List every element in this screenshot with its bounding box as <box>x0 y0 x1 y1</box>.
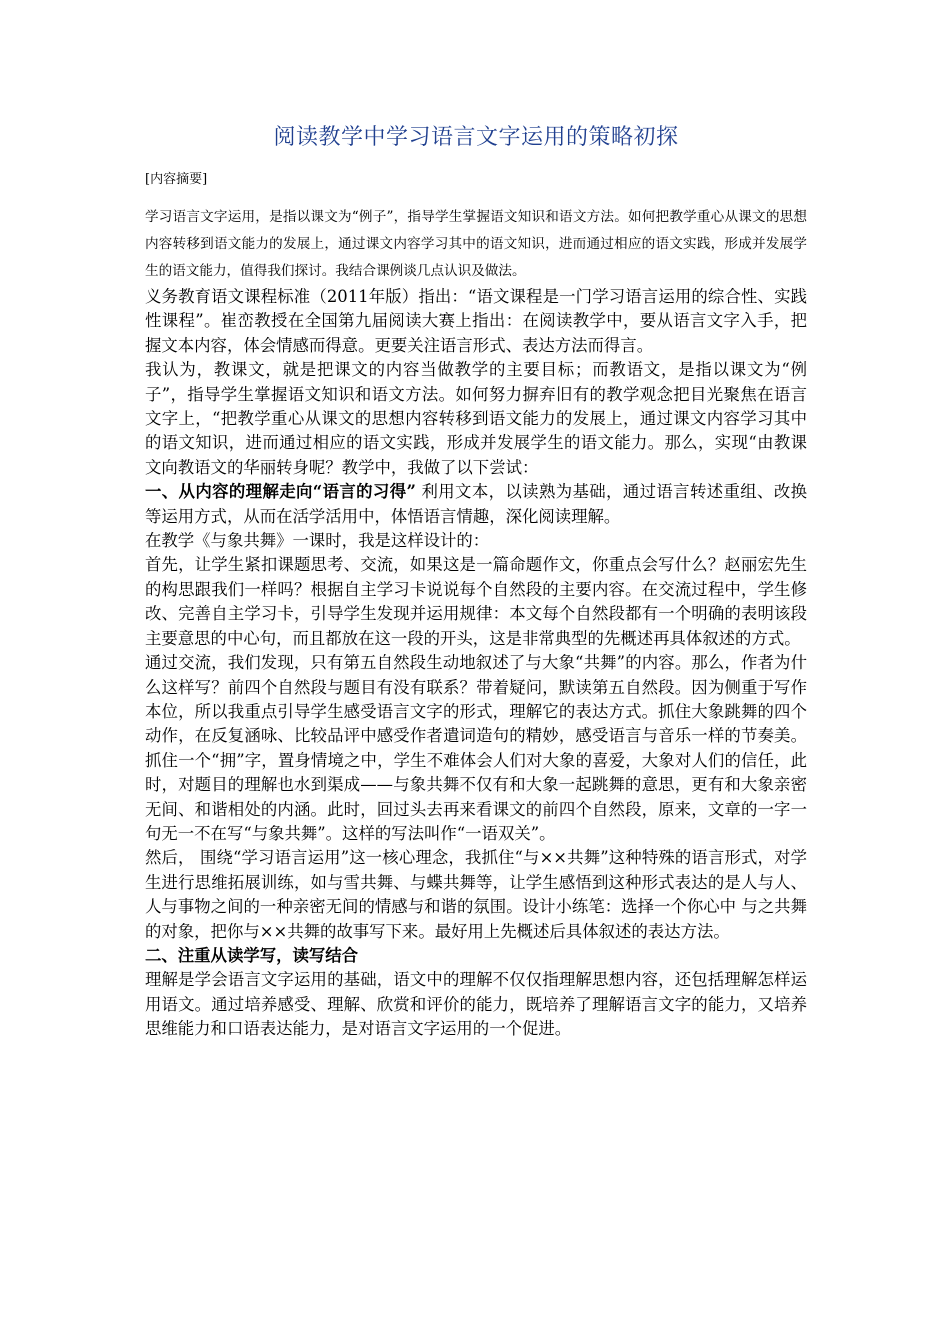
paragraph-understanding: 理解是学会语言文字运用的基础，语文中的理解不仅仅指理解思想内容，还包括理解怎样运用语文。通过培养感受、理解、欣赏和评价的能力，既培养了理解语言文字的能力，又培养思维能力和口语表达能力，是对语言文字运用的一个促进。 <box>145 970 807 1039</box>
paragraph-lesson-intro: 在教学《与象共舞》一课时，我是这样设计的： <box>145 531 490 551</box>
section-one-paragraph <box>145 480 807 529</box>
section-heading-two: 二、注重从读学写，读写结合 <box>145 945 359 965</box>
document-title: 阅读教学中学习语言文字运用的策略初探 <box>273 125 679 150</box>
section-one-intro: 利用文本，以读熟为基础，通过语言转述重组、改换等运用方式，从而在活学活用中，体悟语言情趣，深化阅读理解。 <box>145 482 807 526</box>
section-heading-one: 一、从内容的理解走向“语言的习得” <box>145 482 416 502</box>
paragraph-teaching-view: 我认为，教课文，就是把课文的内容当做教学的主要目标；而教语文，是指以课文为“例子”，指导学生掌握语文知识和语文方法。如何努力摒弃旧有的教学观念把目光聚焦在语言文字上，“把教学重心从课文的思想内容转移到语文能力的发展上，通过课文内容学习其中的语文知识，进而通过相应的语文实践，形成并发展学生的语文能力。那么，实现“由教课文向教语文的华丽转身呢？教学中，我做了以下尝试： <box>145 360 807 477</box>
paragraph-discussion: 通过交流，我们发现，只有第五自然段生动地叙述了与大象“共舞”的内容。那么，作者为什么这样写？前四个自然段与题目有没有联系？带着疑问，默读第五自然段。因为侧重于写作本位，所以我重点引导学生感受语言文字的形式，理解它的表达方式。抓住大象跳舞的四个动作，在反复涵咏、比较品评中感受作者遣词造句的精妙，感受语言与音乐一样的节奏美。抓住一个“拥”字，置身情境之中，学生不难体会人们对大象的喜爱，大象对人们的信任，此时，对题目的理解也水到渠成——与象共舞不仅有和大象一起跳舞的意思，更有和大象亲密无间、和谐相处的内涵。此时，回过头去再来看课文的前四个自然段，原来，文章的一字一句无一不在写“与象共舞”。这样的写法叫作“一语双关”。 <box>145 653 807 843</box>
paragraph-first-step: 首先，让学生紧扣课题思考、交流，如果这是一篇命题作文，你重点会写什么？赵丽宏先生的构思跟我们一样吗？根据自主学习卡说说每个自然段的主要内容。在交流过程中，学生修改、完善自主学习卡，引导学生发现并运用规律：本文每个自然段都有一个明确的表明该段主要意思的中心句，而且都放在这一段的开头，这是非常典型的先概述再具体叙述的方式。 <box>145 555 807 648</box>
paragraph-then: 然后， 围绕“学习语言运用”这一核心理念，我抓住“与××共舞”这种特殊的语言形式，对学生进行思维拓展训练，如与雪共舞、与蝶共舞等，让学生感悟到这种形式表达的是人与人、人与事物之间的一种亲密无间的情感与和谐的氛围。设计小练笔：选择一个你心中 与之共舞的对象，把你与××共舞的故事写下来。最好用上先概述后具体叙述的表达方法。 <box>145 848 807 941</box>
abstract-paragraph: 学习语言文字运用，是指以课文为“例子”，指导学生掌握语文知识和语文方法。如何把教学重心从课文的思想内容转移到语文能力的发展上，通过课文内容学习其中的语文知识，进而通过相应的语文实践，形成并发展学生的语文能力，值得我们探讨。我结合课例谈几点认识及做法。 <box>145 209 807 279</box>
paragraph-curriculum-standard: 义务教育语文课程标准（2011年版）指出：“语文课程是一门学习语言运用的综合性、实践性课程”。崔峦教授在全国第九届阅读大赛上指出：在阅读教学中，要从语言文字入手，把握文本内容，体会情感而得意。更要关注语言形式、表达方法而得言。 <box>145 287 807 355</box>
document-page <box>145 118 807 1042</box>
abstract-label: [内容摘要] <box>145 172 208 187</box>
